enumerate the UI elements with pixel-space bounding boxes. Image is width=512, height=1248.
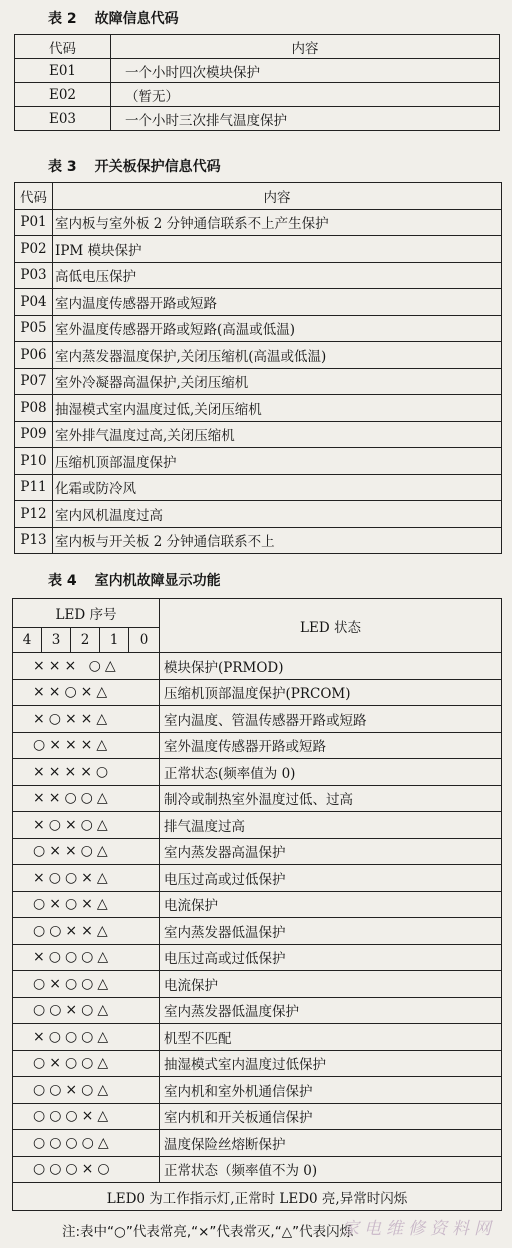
led-status-cell: 排气温度过高 bbox=[160, 812, 502, 839]
led-number-2: 2 bbox=[71, 628, 100, 653]
table-row bbox=[15, 527, 502, 554]
led-status-cell: 电流保护 bbox=[160, 891, 502, 918]
table3-header-code: 代码 bbox=[15, 183, 53, 210]
code-cell: P01 bbox=[15, 209, 53, 236]
led-number-3: 3 bbox=[42, 628, 71, 653]
led-pattern-cell: ○×××△ bbox=[13, 732, 160, 759]
led-status-cell: 电压过高或过低保护 bbox=[160, 865, 502, 892]
table2-header-content: 内容 bbox=[111, 35, 500, 59]
table4-body bbox=[13, 653, 502, 1183]
table2-caption bbox=[48, 8, 179, 28]
table-row bbox=[15, 421, 502, 448]
table-row bbox=[13, 785, 502, 812]
led-status-cell: 正常状态（频率值不为 0) bbox=[160, 1156, 502, 1183]
led-status-cell: 室内蒸发器高温保护 bbox=[160, 838, 502, 865]
table3-header-content: 内容 bbox=[53, 183, 502, 210]
table4-title: 室内机故障显示功能 bbox=[94, 573, 221, 589]
led-status-cell: 温度保险丝熔断保护 bbox=[160, 1130, 502, 1157]
table-row bbox=[13, 997, 502, 1024]
code-cell: P05 bbox=[15, 315, 53, 342]
table-row bbox=[15, 107, 500, 131]
table-row bbox=[13, 1156, 502, 1183]
indoor-unit-fault-display-table bbox=[12, 598, 502, 1211]
code-cell: E02 bbox=[15, 83, 111, 107]
led-pattern-cell: ○○○○△ bbox=[13, 1130, 160, 1157]
led-status-cell: 室内温度、管温传感器开路或短路 bbox=[160, 706, 502, 733]
table-row bbox=[13, 1130, 502, 1157]
table-row bbox=[13, 812, 502, 839]
led-status-cell: 正常状态(频率值为 0) bbox=[160, 759, 502, 786]
led-pattern-cell: ××××○ bbox=[13, 759, 160, 786]
code-cell: E01 bbox=[15, 59, 111, 83]
code-cell: E03 bbox=[15, 107, 111, 131]
content-cell: 一个小时四次模块保护 bbox=[111, 59, 500, 83]
led-pattern-cell: ×○○○△ bbox=[13, 1024, 160, 1051]
content-cell: 抽湿模式室内温度过低,关闭压缩机 bbox=[53, 395, 502, 422]
content-cell: 室外冷凝器高温保护,关闭压缩机 bbox=[53, 368, 502, 395]
led-pattern-cell: ××○○△ bbox=[13, 785, 160, 812]
fault-info-code-table bbox=[14, 34, 500, 131]
content-cell: 室内板与开关板 2 分钟通信联系不上 bbox=[53, 527, 502, 554]
table3-body bbox=[15, 209, 502, 554]
led-pattern-cell: ○○××△ bbox=[13, 918, 160, 945]
led-pattern-cell: ○○×○△ bbox=[13, 997, 160, 1024]
led-status-cell: 制冷或制热室外温度过低、过高 bbox=[160, 785, 502, 812]
content-cell: 化霜或防冷风 bbox=[53, 474, 502, 501]
code-cell: P09 bbox=[15, 421, 53, 448]
content-cell: 一个小时三次排气温度保护 bbox=[111, 107, 500, 131]
table3-title: 开关板保护信息代码 bbox=[94, 159, 221, 175]
table2-label: 表 2 bbox=[48, 11, 77, 27]
table-row bbox=[13, 971, 502, 998]
led-status-cell: 室外温度传感器开路或短路 bbox=[160, 732, 502, 759]
led-status-cell: 模块保护(PRMOD) bbox=[160, 653, 502, 680]
table3-label: 表 3 bbox=[48, 159, 77, 175]
table-row bbox=[15, 501, 502, 528]
led-number-4: 4 bbox=[13, 628, 42, 653]
table-row bbox=[13, 918, 502, 945]
switchboard-protection-code-table bbox=[14, 182, 502, 554]
table-row bbox=[13, 838, 502, 865]
led-pattern-cell: ○○○×△ bbox=[13, 1103, 160, 1130]
led-pattern-cell: ×○○×△ bbox=[13, 865, 160, 892]
content-cell: 室外温度传感器开路或短路(高温或低温) bbox=[53, 315, 502, 342]
led-status-cell: 机型不匹配 bbox=[160, 1024, 502, 1051]
led-pattern-cell: ○○○×○ bbox=[13, 1156, 160, 1183]
content-cell: 室外排气温度过高,关闭压缩机 bbox=[53, 421, 502, 448]
table-row bbox=[15, 474, 502, 501]
led-status-cell: 压缩机顶部温度保护(PRCOM) bbox=[160, 679, 502, 706]
led-status-cell: 电流保护 bbox=[160, 971, 502, 998]
led-status-cell: 抽湿模式室内温度过低保护 bbox=[160, 1050, 502, 1077]
led-pattern-cell: ○×○×△ bbox=[13, 891, 160, 918]
content-cell: 高低电压保护 bbox=[53, 262, 502, 289]
table-row bbox=[13, 1050, 502, 1077]
led0-footnote: LED0 为工作指示灯,正常时 LED0 亮,异常时闪烁 bbox=[13, 1183, 502, 1211]
table-row bbox=[15, 395, 502, 422]
table-row bbox=[13, 732, 502, 759]
table-row bbox=[15, 368, 502, 395]
led-pattern-cell: ×○××△ bbox=[13, 706, 160, 733]
led-status-header: LED 状态 bbox=[160, 599, 502, 653]
table-row bbox=[15, 236, 502, 263]
led-status-cell: 电压过高或过低保护 bbox=[160, 944, 502, 971]
table-row bbox=[15, 448, 502, 475]
table-row bbox=[15, 342, 502, 369]
code-cell: P13 bbox=[15, 527, 53, 554]
table3-caption bbox=[48, 156, 221, 176]
code-cell: P10 bbox=[15, 448, 53, 475]
legend-note: 注:表中“○”代表常亮,“×”代表常灭,“△”代表闪烁 bbox=[62, 1224, 354, 1240]
code-cell: P02 bbox=[15, 236, 53, 263]
led-pattern-cell: ×○×○△ bbox=[13, 812, 160, 839]
table-row bbox=[13, 865, 502, 892]
table-row bbox=[13, 759, 502, 786]
code-cell: P08 bbox=[15, 395, 53, 422]
watermark: 家电维修资料网 bbox=[342, 1219, 496, 1239]
content-cell: 室内蒸发器温度保护,关闭压缩机(高温或低温) bbox=[53, 342, 502, 369]
table2-title: 故障信息代码 bbox=[94, 11, 179, 27]
led-pattern-cell: ××× ○△ bbox=[13, 653, 160, 680]
led-number-header: LED 序号 bbox=[13, 599, 160, 628]
table-row bbox=[13, 706, 502, 733]
content-cell: 室内风机温度过高 bbox=[53, 501, 502, 528]
table2-header-code: 代码 bbox=[15, 35, 111, 59]
led-pattern-cell: ×○○○△ bbox=[13, 944, 160, 971]
table4-label: 表 4 bbox=[48, 573, 77, 589]
led-pattern-cell: ××○×△ bbox=[13, 679, 160, 706]
table-row bbox=[13, 653, 502, 680]
table4-caption bbox=[48, 570, 221, 590]
code-cell: P11 bbox=[15, 474, 53, 501]
table-row bbox=[15, 262, 502, 289]
table-row bbox=[15, 59, 500, 83]
code-cell: P06 bbox=[15, 342, 53, 369]
table-row bbox=[15, 315, 502, 342]
led-status-cell: 室内蒸发器低温度保护 bbox=[160, 997, 502, 1024]
led-status-cell: 室内蒸发器低温保护 bbox=[160, 918, 502, 945]
table-row bbox=[15, 83, 500, 107]
content-cell: 室内温度传感器开路或短路 bbox=[53, 289, 502, 316]
led-pattern-cell: ○○×○△ bbox=[13, 1077, 160, 1104]
led-pattern-cell: ○×○○△ bbox=[13, 1050, 160, 1077]
table-row bbox=[13, 1024, 502, 1051]
code-cell: P04 bbox=[15, 289, 53, 316]
led-number-0: 0 bbox=[129, 628, 160, 653]
content-cell: （暂无） bbox=[111, 83, 500, 107]
content-cell: 室内板与室外板 2 分钟通信联系不上产生保护 bbox=[53, 209, 502, 236]
table-row bbox=[13, 944, 502, 971]
table-row bbox=[13, 1103, 502, 1130]
table2-body bbox=[15, 59, 500, 131]
content-cell: IPM 模块保护 bbox=[53, 236, 502, 263]
code-cell: P07 bbox=[15, 368, 53, 395]
led-pattern-cell: ○×○○△ bbox=[13, 971, 160, 998]
led-status-cell: 室内机和室外机通信保护 bbox=[160, 1077, 502, 1104]
table-row bbox=[15, 209, 502, 236]
code-cell: P03 bbox=[15, 262, 53, 289]
led-number-1: 1 bbox=[100, 628, 129, 653]
table-row bbox=[15, 289, 502, 316]
led-status-cell: 室内机和开关板通信保护 bbox=[160, 1103, 502, 1130]
content-cell: 压缩机顶部温度保护 bbox=[53, 448, 502, 475]
led-pattern-cell: ○××○△ bbox=[13, 838, 160, 865]
table-row bbox=[13, 679, 502, 706]
table-row bbox=[13, 891, 502, 918]
code-cell: P12 bbox=[15, 501, 53, 528]
table-row bbox=[13, 1077, 502, 1104]
